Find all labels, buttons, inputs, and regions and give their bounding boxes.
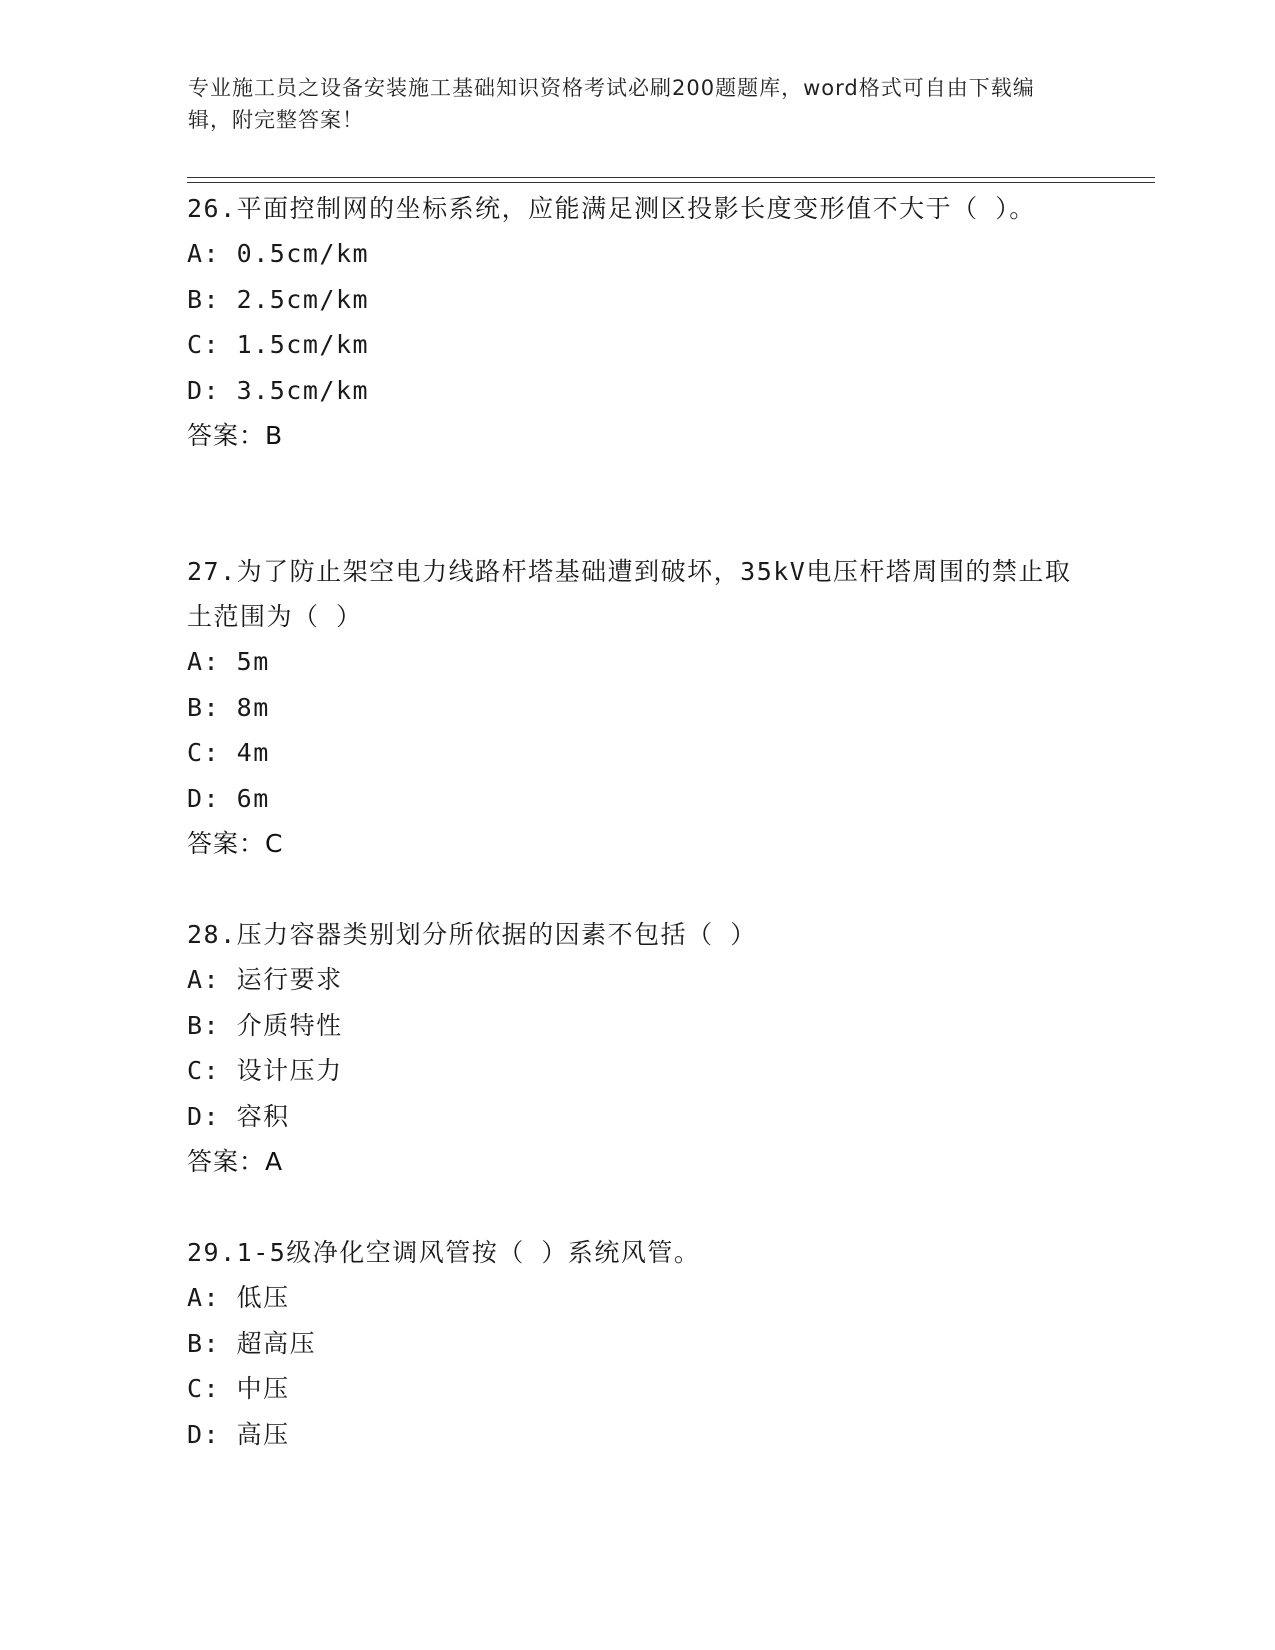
header-divider-top: [187, 177, 1155, 178]
option-c: C: 中压: [187, 1374, 290, 1403]
option-a: A: 5m: [187, 647, 270, 676]
option-a: A: 运行要求: [187, 965, 343, 994]
question-27: [187, 549, 1087, 866]
answer: 答案：C: [187, 829, 284, 858]
option-d: D: 高压: [187, 1419, 290, 1449]
option-c: C: 4m: [187, 738, 270, 767]
option-b: B: 8m: [187, 692, 270, 722]
option-d: D: 6m: [187, 783, 270, 813]
option-a: A: 0.5cm/km: [187, 239, 370, 268]
question-stem: 27.为了防止架空电力线路杆塔基础遭到破坏，35kV电压杆塔周围的禁止取土范围为（ ）: [187, 557, 1072, 631]
header-divider-bottom: [187, 182, 1155, 183]
option-b: B: 超高压: [187, 1328, 317, 1358]
question-stem: 26.平面控制网的坐标系统，应能满足测区投影长度变形值不大于（ ）。: [187, 194, 1036, 223]
document-header: 专业施工员之设备安装施工基础知识资格考试必刷200题题库，word格式可自由下载编辑，附完整答案！: [188, 76, 1035, 132]
option-c: C: 1.5cm/km: [187, 330, 370, 359]
option-d: D: 3.5cm/km: [187, 375, 370, 405]
option-c: C: 设计压力: [187, 1056, 343, 1085]
question-stem: 29.1-5级净化空调风管按（ ）系统风管。: [187, 1238, 701, 1267]
question-29: [187, 1230, 1087, 1457]
option-b: B: 2.5cm/km: [187, 284, 370, 314]
answer: 答案：A: [187, 1147, 284, 1176]
option-d: D: 容积: [187, 1101, 290, 1131]
option-b: B: 介质特性: [187, 1010, 343, 1040]
option-a: A: 低压: [187, 1283, 290, 1312]
question-stem: 28.压力容器类别划分所依据的因素不包括（ ）: [187, 920, 757, 949]
answer: 答案：B: [187, 421, 284, 450]
question-28: [187, 912, 1087, 1184]
question-26: [187, 186, 1037, 458]
